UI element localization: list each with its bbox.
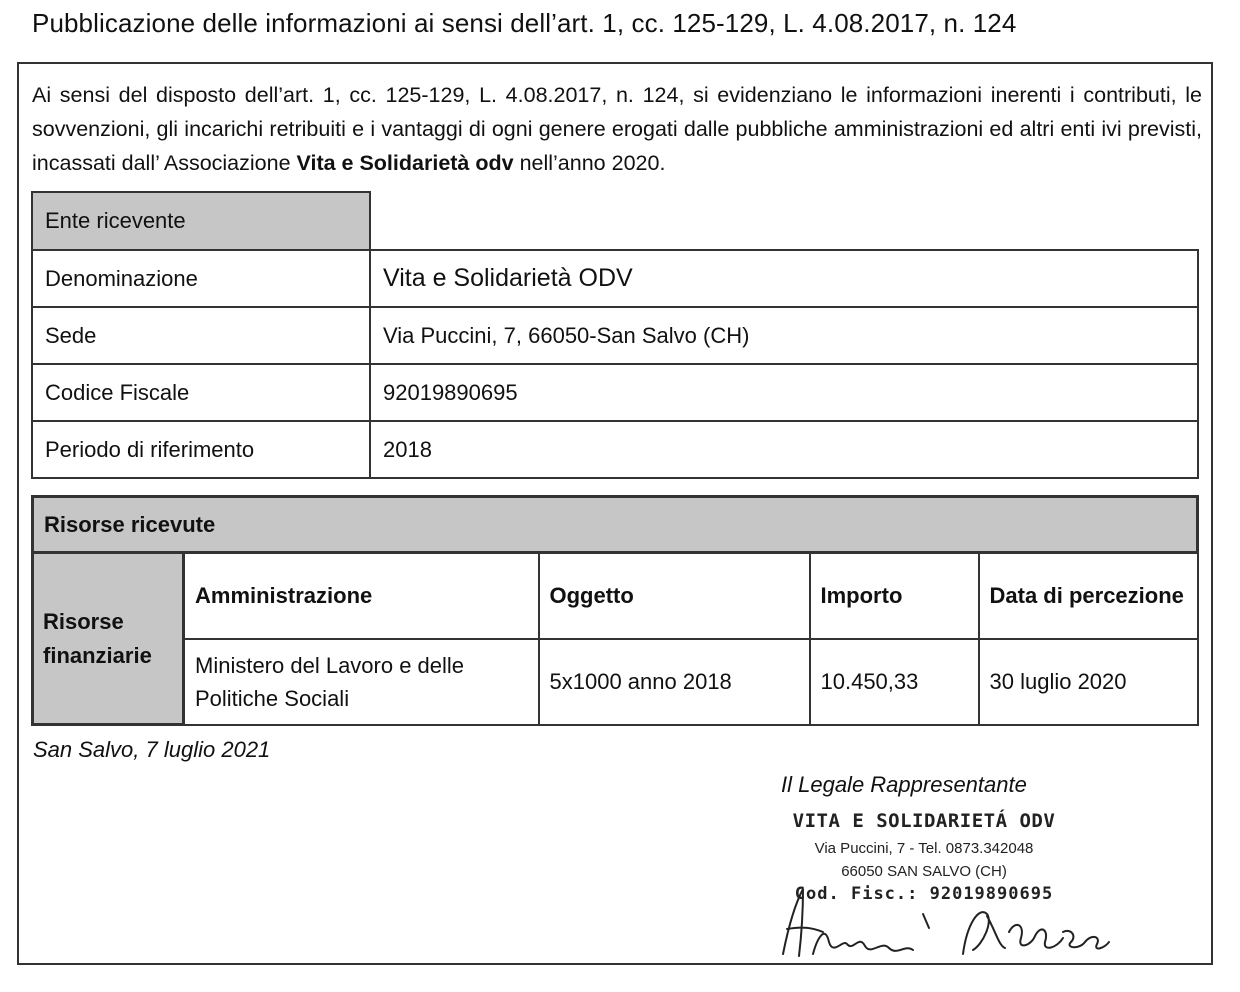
- table-cell: Ministero del Lavoro e delle Politiche Sociali: [184, 639, 539, 725]
- association-name: Vita e Solidarietà odv: [296, 151, 514, 175]
- row-label: Periodo di riferimento: [32, 421, 370, 478]
- table-cell: 10.450,33: [810, 639, 979, 725]
- column-header: Amministrazione: [184, 553, 539, 639]
- row-value: 92019890695: [370, 364, 1198, 421]
- column-header: Importo: [810, 553, 979, 639]
- intro-text: Ai sensi del disposto dell’art. 1, cc. 125-129, L. 4.08.2017, n. 124, si evidenziano le informazioni inerenti i contributi, le sovvenzioni, gli incarichi retribuiti e i vantaggi di ogni genere erogati dalle pubbliche amministrazioni ed altri enti ivi previsti, incassati dall’ Associazione: [32, 83, 1202, 175]
- stamp-city: 66050 SAN SALVO (CH): [841, 863, 1007, 880]
- place-date: San Salvo, 7 luglio 2021: [33, 737, 271, 762]
- ente-header: Ente ricevente: [32, 192, 370, 250]
- risorse-ricevute-table: [31, 495, 1199, 726]
- risorse-header: Risorse ricevute: [33, 497, 1198, 553]
- row-label: Denominazione: [32, 250, 370, 307]
- table-row: [32, 364, 1198, 421]
- intro-paragraph: [32, 78, 1202, 180]
- table-row: [32, 250, 1198, 307]
- row-value: Via Puccini, 7, 66050-San Salvo (CH): [370, 307, 1198, 364]
- signatory-title: Il Legale Rappresentante: [781, 772, 1027, 797]
- table-row: [33, 639, 1198, 725]
- row-value: Vita e Solidarietà ODV: [370, 250, 1198, 307]
- document-frame: [17, 62, 1213, 965]
- ente-ricevente-table: [31, 191, 1199, 479]
- table-row: [32, 421, 1198, 478]
- table-cell: 30 luglio 2020: [979, 639, 1198, 725]
- row-label: Codice Fiscale: [32, 364, 370, 421]
- intro-text-end: nell’anno 2020.: [513, 151, 666, 175]
- stamp-address: Via Puccini, 7 - Tel. 0873.342048: [814, 840, 1034, 857]
- column-header: Oggetto: [539, 553, 810, 639]
- stamp-fiscal-code: Cod. Fisc.: 92019890695: [794, 884, 1054, 904]
- stamp-name: VITA E SOLIDARIETÁ ODV: [792, 810, 1056, 832]
- table-row: [32, 307, 1198, 364]
- row-label: Sede: [32, 307, 370, 364]
- ente-header-blank: [370, 192, 1198, 250]
- handwritten-signature: [773, 884, 1113, 964]
- page-title: Pubblicazione delle informazioni ai sensi dell’art. 1, cc. 125-129, L. 4.08.2017, n. 124: [32, 8, 1017, 38]
- risorse-finanziarie-label: Risorse finanziarie: [33, 553, 184, 725]
- column-header: Data di percezione: [979, 553, 1198, 639]
- row-value: 2018: [370, 421, 1198, 478]
- table-cell: 5x1000 anno 2018: [539, 639, 810, 725]
